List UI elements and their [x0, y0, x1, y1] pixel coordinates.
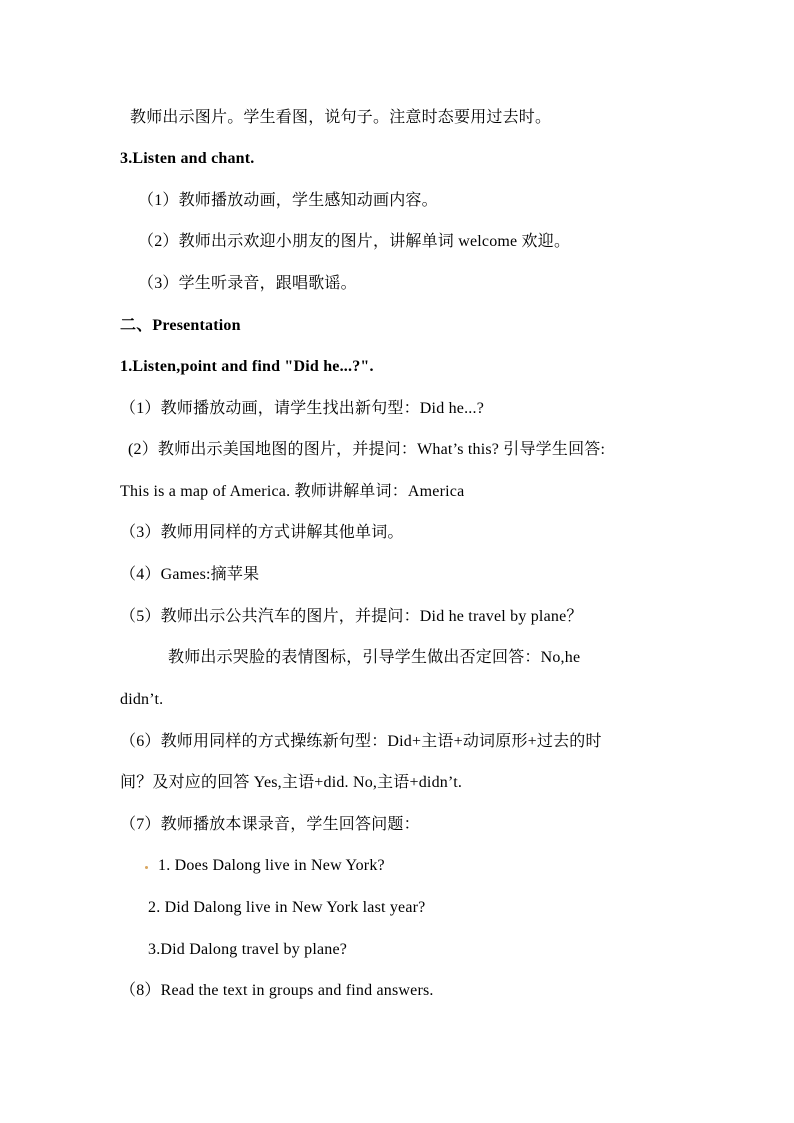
- text-line-step-6: （6）教师用同样的方式操练新句型：Did+主语+动词原形+过去的时: [120, 733, 602, 750]
- text-line-step-4: （4）Games:摘苹果: [120, 566, 260, 583]
- question-3: 3.Did Dalong travel by plane?: [148, 941, 348, 958]
- text-line-chant-3: （3）学生听录音，跟唱歌谣。: [138, 275, 357, 292]
- text-line-step-7: （7）教师播放本课录音，学生回答问题：: [120, 816, 420, 833]
- text-line-chant-1: （1）教师播放动画，学生感知动画内容。: [138, 192, 438, 209]
- text-line-step-5-end: didn’t.: [120, 691, 164, 708]
- text-line-step-8: （8）Read the text in groups and find answers.: [120, 982, 434, 999]
- text-line-step-5: （5）教师出示公共汽车的图片，并提问：Did he travel by plane？: [120, 608, 583, 625]
- text-line-step-5-cont: 教师出示哭脸的表情图标，引导学生做出否定回答：No,he: [168, 649, 581, 666]
- question-1: 1. Does Dalong live in New York?: [158, 857, 385, 874]
- heading-listen-point-find: 1.Listen,point and find "Did he...?".: [120, 358, 374, 375]
- text-line-step-2: (2）教师出示美国地图的图片，并提问：What’s this? 引导学生回答:: [128, 441, 606, 458]
- text-line-step-1: （1）教师播放动画，请学生找出新句型：Did he...?: [120, 400, 485, 417]
- text-line-step-3: （3）教师用同样的方式讲解其他单词。: [120, 524, 404, 541]
- text-line-chant-2: （2）教师出示欢迎小朋友的图片，讲解单词 welcome 欢迎。: [138, 233, 571, 250]
- text-line-step-6-cont: 间？及对应的回答 Yes,主语+did. No,主语+didn’t.: [120, 774, 463, 791]
- text-line-intro: 教师出示图片。学生看图，说句子。注意时态要用过去时。: [130, 109, 552, 126]
- heading-listen-and-chant: 3.Listen and chant.: [120, 150, 255, 167]
- text-line-step-2-cont: This is a map of America. 教师讲解单词：America: [120, 483, 465, 500]
- heading-presentation: 二、Presentation: [120, 317, 241, 334]
- question-2: 2. Did Dalong live in New York last year?: [148, 899, 426, 916]
- bullet-dot: [145, 866, 148, 869]
